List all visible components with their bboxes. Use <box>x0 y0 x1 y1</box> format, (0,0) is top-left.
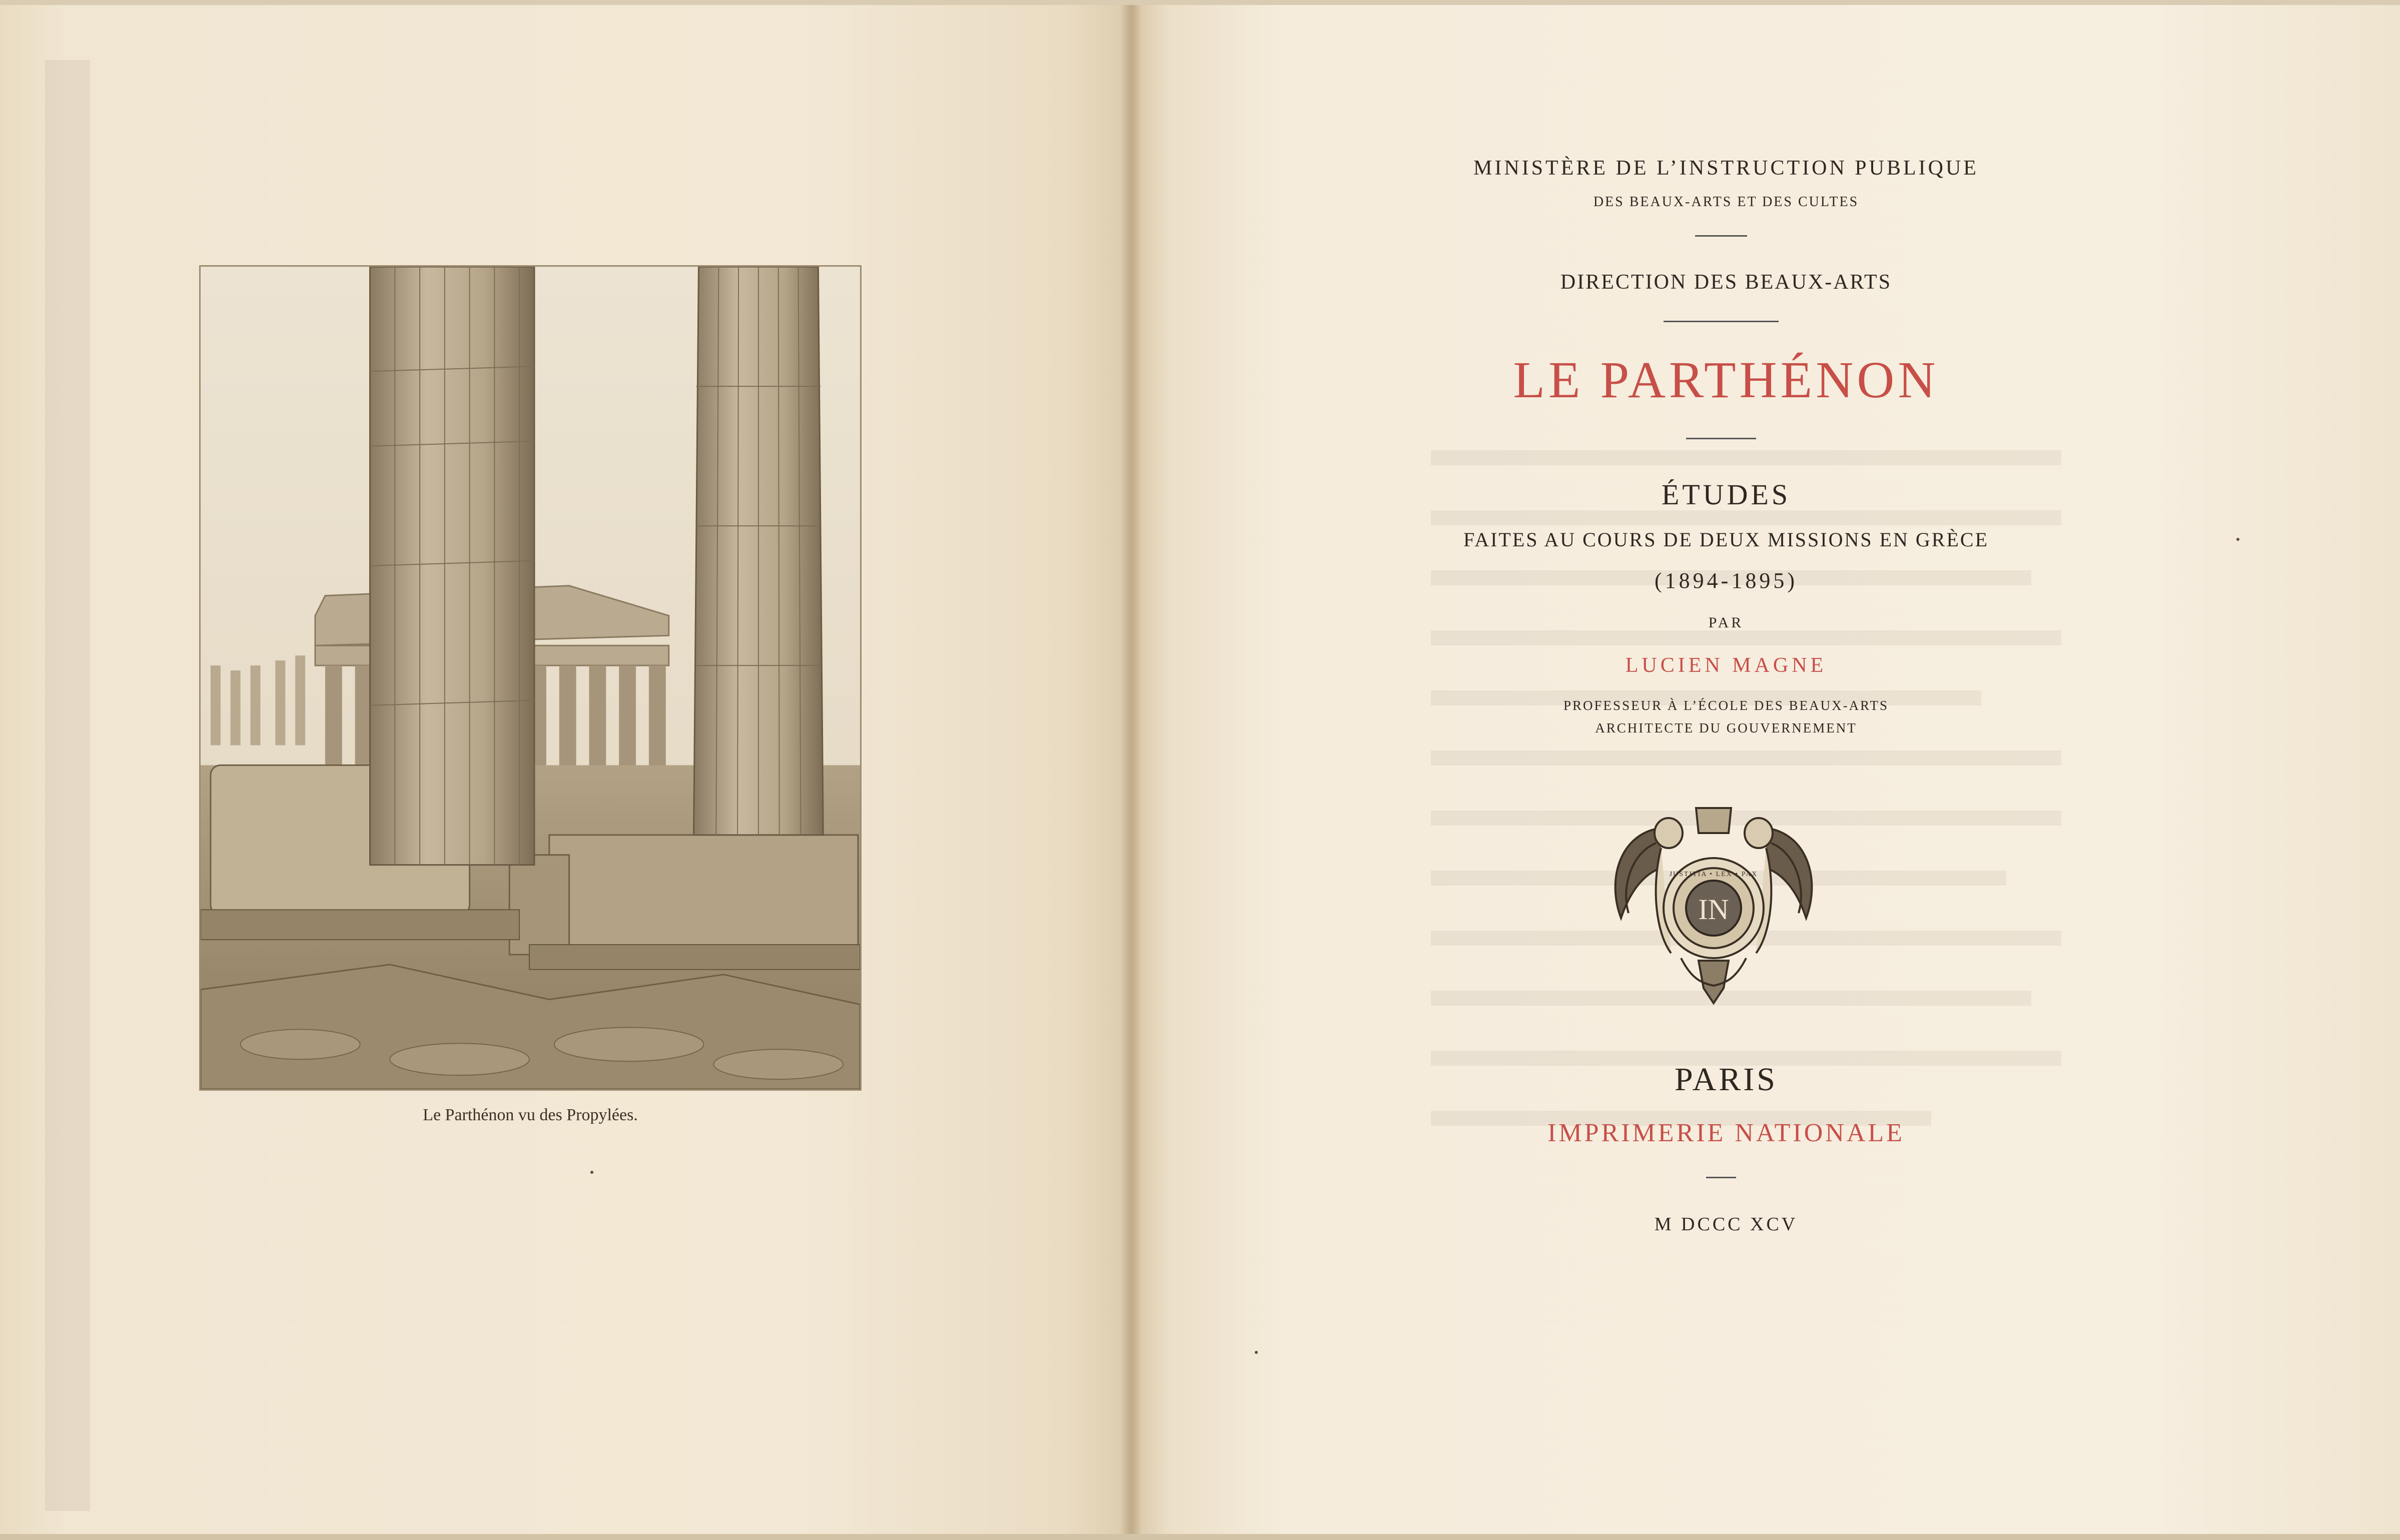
book-title: LE PARTHÉNON <box>1513 351 1939 409</box>
divider-rule <box>1706 1177 1736 1178</box>
divider-rule <box>1695 235 1747 237</box>
divider-rule <box>1686 438 1756 439</box>
mission-dates: (1894-1895) <box>1655 568 1798 593</box>
subtitle: FAITES AU COURS DE DEUX MISSIONS EN GRÈCE <box>1463 528 1989 551</box>
emblem-monogram: IN <box>1698 893 1729 926</box>
publication-year: M DCCC XCV <box>1654 1214 1798 1235</box>
paper-speck <box>2236 538 2239 541</box>
parthenon-photo-illustration <box>201 267 860 1089</box>
ministry-subheading: DES BEAUX-ARTS ET DES CULTES <box>1593 194 1859 210</box>
author-title-professor: PROFESSEUR À L’ÉCOLE DES BEAUX-ARTS <box>1563 698 1889 713</box>
imprimerie-nationale-emblem <box>1601 788 1826 1023</box>
parthenon-photo-plate <box>199 265 862 1091</box>
city-name: PARIS <box>1674 1061 1778 1098</box>
paper-speck <box>1255 1351 1258 1354</box>
etudes-heading: ÉTUDES <box>1661 478 1791 511</box>
publisher-name: IMPRIMERIE NATIONALE <box>1547 1119 1905 1147</box>
author-title-architect: ARCHITECTE DU GOUVERNEMENT <box>1595 720 1857 735</box>
direction-heading: DIRECTION DES BEAUX-ARTS <box>1560 271 1892 294</box>
divider-rule <box>1664 321 1779 322</box>
show-through-shadow <box>30 60 105 1511</box>
page-top-edge <box>0 0 2400 5</box>
paper-speck <box>590 1171 593 1174</box>
ministry-heading: MINISTÈRE DE L’INSTRUCTION PUBLIQUE <box>1473 157 1979 180</box>
by-label: PAR <box>1708 614 1744 631</box>
page-bottom-edge <box>0 1534 2400 1540</box>
author-name: LUCIEN MAGNE <box>1625 654 1827 677</box>
emblem-motto: JUSTITIA • LEX • PAX <box>1669 871 1758 878</box>
book-gutter <box>1120 0 1142 1540</box>
plate-caption: Le Parthénon vu des Propylées. <box>423 1106 638 1124</box>
